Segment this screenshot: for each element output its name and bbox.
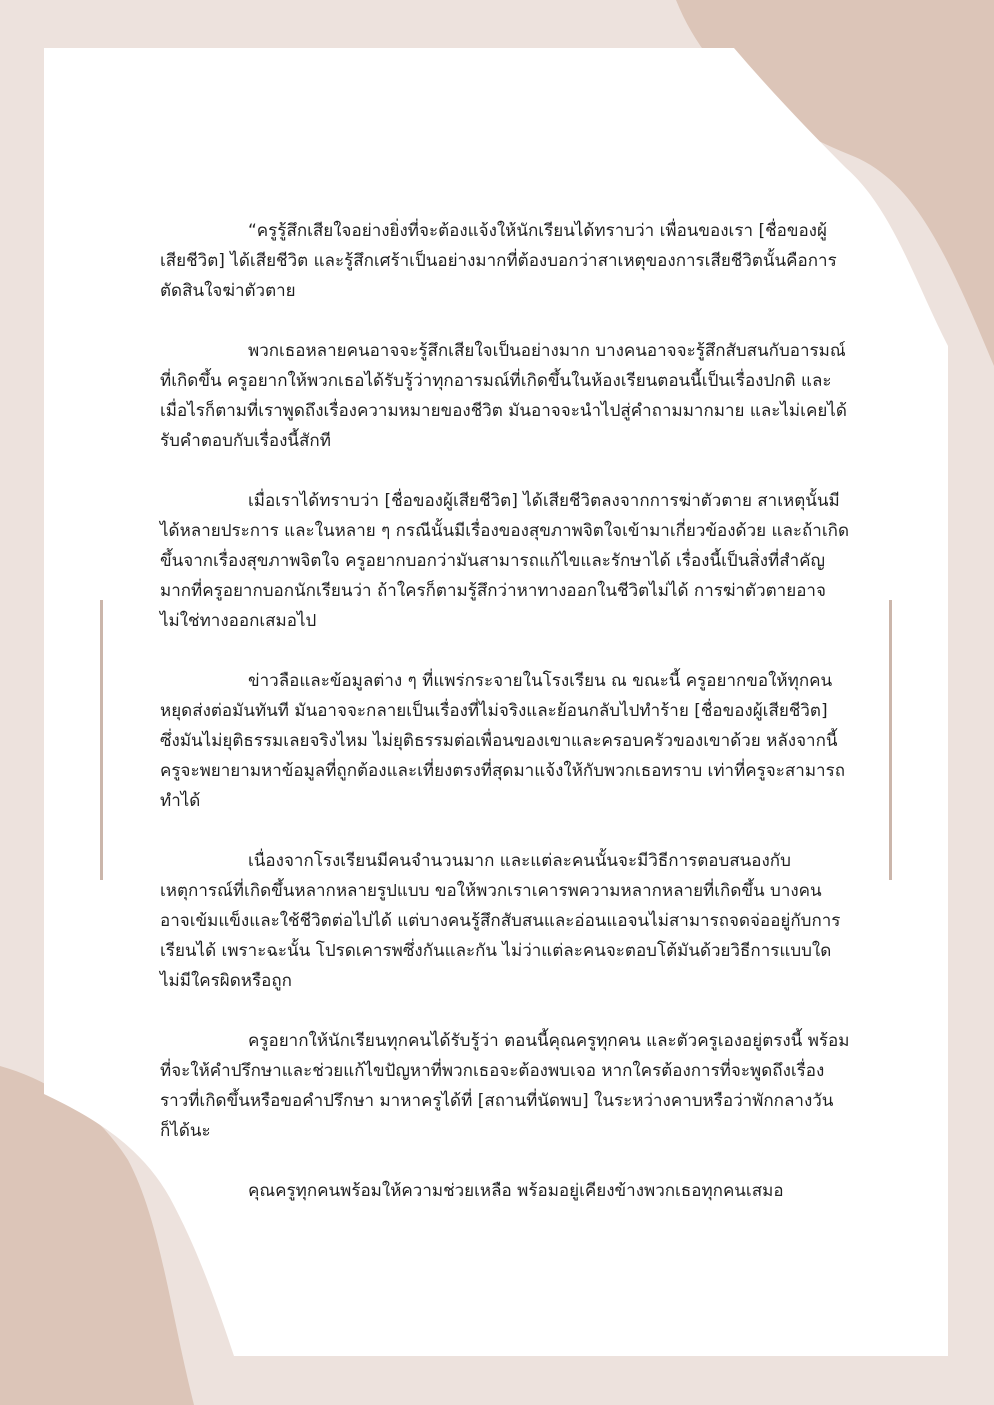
paragraph-7: คุณครูทุกคนพร้อมให้ความช่วยเหลือ พร้อมอยู่เคียงข้างพวกเธอทุกคนเสมอ [248,1181,784,1201]
letter-body [160,216,850,1206]
paragraph-3: เมื่อเราได้ทราบว่า [ชื่อของผู้เสียชีวิต] ได้เสียชีวิตลงจากการฆ่าตัวตาย สาเหตุนั้นมีได้หลายประการ และในหลาย ๆ กรณีนั้นมีเรื่องของสุขภาพจิตใจเข้ามาเกี่ยวข้องด้วย และถ้าเกิดขึ้นจากเรื่องสุขภาพจิตใจ ครูอยากบอกว่ามันสามารถแก้ไขและรักษาได้ เรื่องนี้เป็นสิ่งที่สำคัญมากที่ครูอยากบอกนักเรียนว่า ถ้าใครก็ตามรู้สึกว่าหาทางออกในชีวิตไม่ได้ การฆ่าตัวตายอาจไม่ใช่ทางออกเสมอไป [160,491,849,631]
right-divider-line [889,600,892,880]
paragraph-5: เนื่องจากโรงเรียนมีคนจำนวนมาก และแต่ละคนนั้นจะมีวิธีการตอบสนองกับเหตุการณ์ที่เกิดขึ้นหลากหลายรูปแบบ ขอให้พวกเราเคารพความหลากหลายที่เกิดขึ้น บางคนอาจเข้มแข็งและใช้ชีวิตต่อไปได้ แต่บางคนรู้สึกสับสนและอ่อนแอจนไม่สามารถจดจ่ออยู่กับการเรียนได้ เพราะฉะนั้น โปรดเคารพซึ่งกันและกัน ไม่ว่าแต่ละคนจะตอบโต้มันด้วยวิธีการแบบใด ไม่มีใครผิดหรือถูก [160,851,841,991]
paragraph-4: ข่าวลือและข้อมูลต่าง ๆ ที่แพร่กระจายในโรงเรียน ณ ขณะนี้ ครูอยากขอให้ทุกคนหยุดส่งต่อมันทันที มันอาจจะกลายเป็นเรื่องที่ไม่จริงและย้อนกลับไปทำร้าย [ชื่อของผู้เสียชีวิต] ซึ่งมันไม่ยุติธรรมเลยจริงไหม ไม่ยุติธรรมต่อเพื่อนของเขาและครอบครัวของเขาด้วย หลังจากนี้ครูจะพยายามหาข้อมูลที่ถูกต้องและเที่ยงตรงที่สุดมาแจ้งให้กับพวกเธอทราบ เท่าที่ครูจะสามารถทำได้ [160,671,845,811]
paragraph-6: ครูอยากให้นักเรียนทุกคนได้รับรู้ว่า ตอนนี้คุณครูทุกคน และตัวครูเองอยู่ตรงนี้ พร้อมที่จะให้คำปรึกษาและช่วยแก้ไขปัญหาที่พวกเธอจะต้องพบเจอ หากใครต้องการที่จะพูดถึงเรื่องราวที่เกิดขึ้นหรือขอคำปรึกษา มาหาครูได้ที่ [สถานที่นัดพบ] ในระหว่างคาบหรือว่าพักกลางวันก็ได้นะ [160,1031,850,1141]
left-divider-line [100,600,103,880]
paragraph-2: พวกเธอหลายคนอาจจะรู้สึกเสียใจเป็นอย่างมาก บางคนอาจจะรู้สึกสับสนกับอารมณ์ที่เกิดขึ้น ครูอยากให้พวกเธอได้รับรู้ว่าทุกอารมณ์ที่เกิดขึ้นในห้องเรียนตอนนี้เป็นเรื่องปกติ และเมื่อไรก็ตามที่เราพูดถึงเรื่องความหมายของชีวิต มันอาจจะนำไปสู่คำถามมากมาย และไม่เคยได้รับคำตอบกับเรื่องนี้สักที [160,341,847,451]
paragraph-1: “ครูรู้สึกเสียใจอย่างยิ่งที่จะต้องแจ้งให้นักเรียนได้ทราบว่า เพื่อนของเรา [ชื่อของผู้เสียชีวิต] ได้เสียชีวิต และรู้สึกเศร้าเป็นอย่างมากที่ต้องบอกว่าสาเหตุของการเสียชีวิตนั้นคือการตัดสินใจฆ่าตัวตาย [160,221,837,301]
